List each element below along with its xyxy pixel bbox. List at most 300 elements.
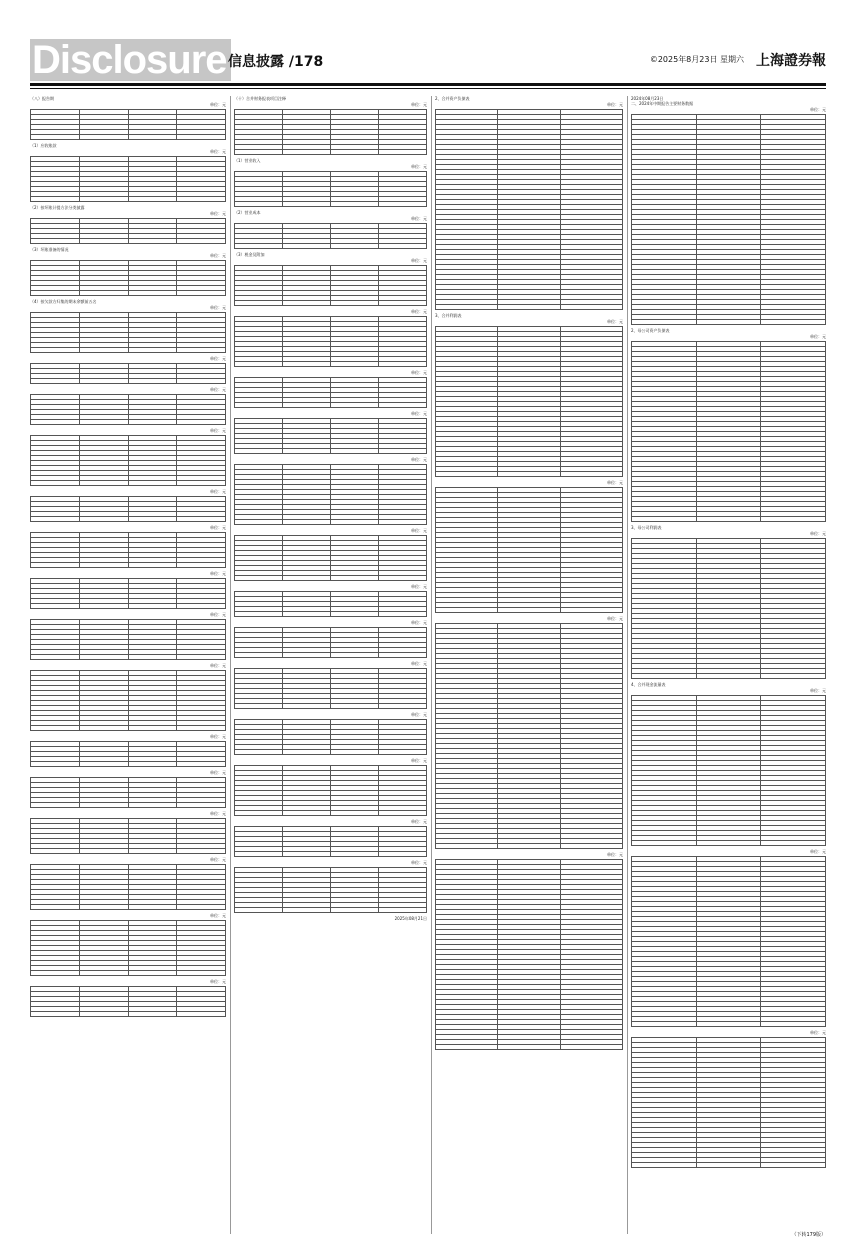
financial-table — [234, 591, 427, 617]
table-cell — [283, 908, 331, 913]
table-cell — [331, 301, 379, 306]
section-heading: （3）税金及附加 — [234, 252, 265, 257]
financial-table — [30, 260, 226, 296]
table-cell — [79, 655, 128, 660]
table-cell — [177, 604, 226, 609]
masthead — [30, 39, 826, 81]
unit-label: 单位：元 — [210, 571, 226, 576]
table-cell — [79, 239, 128, 244]
table-row — [31, 135, 226, 140]
column-divider — [627, 96, 628, 1234]
table-row — [235, 908, 427, 913]
table-row — [235, 362, 427, 367]
financial-table — [30, 496, 226, 522]
table-cell — [283, 750, 331, 755]
section-heading: （2）按坏账计提方法分类披露 — [30, 205, 85, 210]
column-1 — [30, 96, 226, 1234]
unit-label: 单位：元 — [210, 857, 226, 862]
table-row — [31, 726, 226, 731]
table-cell — [128, 348, 177, 353]
table-cell — [31, 726, 80, 731]
table-cell — [31, 563, 80, 568]
report-date: 2024年08月23日 — [631, 96, 664, 101]
table-cell — [283, 653, 331, 658]
table-row — [31, 762, 226, 767]
table-cell — [436, 844, 498, 849]
unit-label: 单位：元 — [810, 107, 826, 112]
table-row — [235, 704, 427, 709]
masthead-rule-thin — [30, 88, 826, 89]
table-cell — [128, 604, 177, 609]
table-row — [632, 1022, 826, 1027]
section-heading: 3、合并利润表 — [435, 313, 462, 318]
unit-label: 单位：元 — [210, 979, 226, 984]
financial-table — [234, 316, 427, 367]
section-heading: （十）合并财务报表项目注释 — [234, 96, 286, 101]
section-heading: 2、母公司资产负债表 — [631, 328, 670, 333]
table-row — [31, 604, 226, 609]
table-cell — [235, 750, 283, 755]
financial-table — [234, 826, 427, 857]
table-cell — [283, 202, 331, 207]
financial-table — [435, 859, 623, 1050]
table-cell — [31, 291, 80, 296]
table-row — [436, 1045, 623, 1050]
financial-table — [234, 627, 427, 658]
table-cell — [128, 905, 177, 910]
table-cell — [379, 362, 427, 367]
table-cell — [128, 726, 177, 731]
table-row — [436, 608, 623, 613]
financial-table — [631, 1037, 826, 1168]
table-cell — [283, 244, 331, 249]
table-cell — [632, 1022, 697, 1027]
table-row — [235, 403, 427, 408]
unit-label: 单位：元 — [810, 1030, 826, 1035]
financial-table — [631, 114, 826, 325]
table-cell — [331, 908, 379, 913]
table-cell — [31, 420, 80, 425]
table-cell — [283, 449, 331, 454]
unit-label: 单位：元 — [607, 102, 623, 107]
table-cell — [235, 852, 283, 857]
table-row — [632, 320, 826, 325]
financial-table — [30, 864, 226, 910]
financial-table — [30, 920, 226, 976]
table-cell — [31, 481, 80, 486]
table-cell — [177, 379, 226, 384]
table-cell — [79, 420, 128, 425]
unit-label: 单位：元 — [411, 411, 427, 416]
table-cell — [79, 803, 128, 808]
table-row — [235, 576, 427, 581]
table-cell — [331, 150, 379, 155]
table-row — [632, 841, 826, 846]
financial-table — [30, 218, 226, 244]
unit-label: 单位：元 — [210, 525, 226, 530]
unit-label: 单位：元 — [210, 387, 226, 392]
table-cell — [177, 803, 226, 808]
table-cell — [560, 472, 622, 477]
table-row — [31, 348, 226, 353]
table-cell — [177, 348, 226, 353]
section-heading: （1）应收账款 — [30, 143, 57, 148]
financial-table — [30, 578, 226, 609]
table-cell — [128, 239, 177, 244]
financial-table — [30, 986, 226, 1017]
table-cell — [31, 849, 80, 854]
table-cell — [498, 844, 560, 849]
financial-table — [234, 668, 427, 709]
unit-label: 单位：元 — [411, 457, 427, 462]
table-cell — [128, 971, 177, 976]
table-cell — [79, 726, 128, 731]
table-cell — [331, 449, 379, 454]
table-cell — [761, 674, 826, 679]
section-heading: （八）报告期 — [30, 96, 54, 101]
table-cell — [31, 239, 80, 244]
unit-label: 单位：元 — [411, 758, 427, 763]
table-cell — [498, 305, 560, 310]
continued-note: （下转179版） — [791, 1232, 826, 1238]
table-row — [235, 653, 427, 658]
financial-table — [234, 867, 427, 913]
unit-label: 单位：元 — [411, 819, 427, 824]
table-cell — [379, 403, 427, 408]
table-cell — [79, 135, 128, 140]
table-row — [235, 244, 427, 249]
unit-label: 单位：元 — [210, 770, 226, 775]
unit-label: 单位：元 — [411, 102, 427, 107]
table-cell — [177, 517, 226, 522]
table-cell — [560, 608, 622, 613]
table-cell — [177, 420, 226, 425]
table-cell — [235, 520, 283, 525]
table-cell — [379, 750, 427, 755]
table-cell — [761, 1022, 826, 1027]
financial-table — [435, 623, 623, 849]
table-cell — [128, 1012, 177, 1017]
unit-label: 单位：元 — [607, 480, 623, 485]
newspaper-name: 上海證券報 — [756, 53, 826, 69]
table-cell — [331, 612, 379, 617]
column-4 — [631, 96, 826, 1234]
table-cell — [177, 726, 226, 731]
financial-table — [234, 418, 427, 454]
financial-table — [234, 535, 427, 581]
table-cell — [283, 150, 331, 155]
financial-table — [435, 326, 623, 477]
unit-label: 单位：元 — [411, 216, 427, 221]
table-row — [235, 612, 427, 617]
financial-table — [234, 377, 427, 408]
unit-label: 单位：元 — [411, 620, 427, 625]
table-cell — [761, 1163, 826, 1168]
table-cell — [379, 704, 427, 709]
table-row — [632, 517, 826, 522]
disclosure-logo: Disclosure — [30, 39, 231, 81]
table-cell — [177, 291, 226, 296]
table-cell — [79, 1012, 128, 1017]
table-cell — [379, 811, 427, 816]
table-cell — [498, 472, 560, 477]
section-heading: （2）营业成本 — [234, 210, 261, 215]
financial-table — [234, 109, 427, 155]
financial-table — [234, 719, 427, 755]
table-cell — [128, 849, 177, 854]
unit-label: 单位：元 — [810, 334, 826, 339]
table-cell — [79, 291, 128, 296]
table-cell — [31, 517, 80, 522]
financial-table — [631, 341, 826, 522]
table-row — [31, 239, 226, 244]
table-row — [235, 852, 427, 857]
column-3 — [435, 96, 623, 1234]
section-heading: 2、合并资产负债表 — [435, 96, 470, 101]
financial-table — [234, 265, 427, 306]
table-cell — [436, 1045, 498, 1050]
table-cell — [128, 135, 177, 140]
table-cell — [379, 301, 427, 306]
table-cell — [761, 517, 826, 522]
financial-table — [234, 171, 427, 207]
section-heading: 3、母公司利润表 — [631, 525, 662, 530]
financial-table — [631, 538, 826, 679]
table-cell — [436, 608, 498, 613]
table-cell — [31, 803, 80, 808]
table-cell — [177, 655, 226, 660]
table-row — [31, 971, 226, 976]
table-cell — [331, 811, 379, 816]
unit-label: 单位：元 — [210, 149, 226, 154]
table-row — [31, 291, 226, 296]
table-row — [632, 1163, 826, 1168]
financial-table — [30, 619, 226, 660]
table-cell — [79, 348, 128, 353]
table-row — [436, 472, 623, 477]
unit-label: 单位：元 — [210, 102, 226, 107]
financial-table — [30, 156, 226, 202]
unit-label: 单位：元 — [210, 811, 226, 816]
table-row — [235, 301, 427, 306]
table-cell — [761, 320, 826, 325]
financial-table — [234, 223, 427, 249]
table-cell — [498, 1045, 560, 1050]
table-cell — [696, 1022, 761, 1027]
table-cell — [177, 239, 226, 244]
table-cell — [128, 655, 177, 660]
table-cell — [79, 905, 128, 910]
unit-label: 单位：元 — [210, 913, 226, 918]
table-cell — [283, 362, 331, 367]
table-row — [235, 202, 427, 207]
unit-label: 单位：元 — [411, 528, 427, 533]
table-row — [31, 803, 226, 808]
table-cell — [31, 348, 80, 353]
table-cell — [560, 305, 622, 310]
table-cell — [235, 150, 283, 155]
table-cell — [283, 704, 331, 709]
table-row — [632, 674, 826, 679]
table-cell — [331, 202, 379, 207]
financial-table — [435, 487, 623, 613]
section-heading: （4）按欠款方归集的期末余额前五名 — [30, 299, 97, 304]
table-cell — [128, 517, 177, 522]
table-cell — [235, 403, 283, 408]
table-cell — [79, 481, 128, 486]
table-row — [235, 750, 427, 755]
financial-table — [631, 695, 826, 846]
table-cell — [128, 563, 177, 568]
table-cell — [331, 520, 379, 525]
financial-table — [631, 856, 826, 1027]
section-title: 信息披露 /178 — [228, 54, 324, 70]
financial-table — [30, 109, 226, 140]
table-cell — [79, 762, 128, 767]
table-cell — [331, 403, 379, 408]
unit-label: 单位：元 — [210, 253, 226, 258]
table-cell — [128, 762, 177, 767]
table-cell — [283, 852, 331, 857]
table-cell — [128, 420, 177, 425]
table-cell — [31, 905, 80, 910]
section-heading: 二、2024年中期报告主要财务数据 — [631, 101, 694, 106]
unit-label: 单位：元 — [210, 734, 226, 739]
table-cell — [331, 852, 379, 857]
table-cell — [235, 612, 283, 617]
table-cell — [79, 379, 128, 384]
financial-table — [30, 394, 226, 425]
table-cell — [283, 612, 331, 617]
table-cell — [235, 704, 283, 709]
table-cell — [235, 908, 283, 913]
table-cell — [283, 403, 331, 408]
table-cell — [128, 291, 177, 296]
table-cell — [696, 517, 761, 522]
column-divider — [230, 96, 231, 1234]
financial-table — [30, 312, 226, 353]
table-cell — [331, 750, 379, 755]
table-cell — [331, 362, 379, 367]
table-cell — [696, 1163, 761, 1168]
table-cell — [79, 971, 128, 976]
table-row — [31, 563, 226, 568]
table-cell — [128, 803, 177, 808]
table-cell — [696, 674, 761, 679]
table-row — [31, 517, 226, 522]
unit-label: 单位：元 — [411, 164, 427, 169]
table-cell — [560, 1045, 622, 1050]
unit-label: 单位：元 — [607, 319, 623, 324]
table-cell — [79, 563, 128, 568]
unit-label: 单位：元 — [810, 688, 826, 693]
table-row — [31, 420, 226, 425]
table-cell — [379, 520, 427, 525]
unit-label: 单位：元 — [607, 852, 623, 857]
table-cell — [235, 244, 283, 249]
table-cell — [696, 320, 761, 325]
table-cell — [560, 844, 622, 849]
unit-label: 单位：元 — [210, 489, 226, 494]
table-cell — [379, 653, 427, 658]
table-cell — [177, 971, 226, 976]
unit-label: 单位：元 — [210, 356, 226, 361]
table-cell — [436, 305, 498, 310]
table-cell — [632, 320, 697, 325]
table-cell — [79, 517, 128, 522]
table-row — [235, 520, 427, 525]
table-row — [436, 844, 623, 849]
table-cell — [79, 604, 128, 609]
financial-table — [30, 670, 226, 731]
table-cell — [128, 379, 177, 384]
financial-table — [30, 777, 226, 808]
table-cell — [331, 576, 379, 581]
unit-label: 单位：元 — [411, 309, 427, 314]
table-row — [31, 655, 226, 660]
section-heading: （3）坏账准备的情况 — [30, 247, 69, 252]
section-heading: 4、合并现金流量表 — [631, 682, 666, 687]
table-cell — [31, 1012, 80, 1017]
unit-label: 单位：元 — [210, 663, 226, 668]
table-cell — [379, 449, 427, 454]
unit-label: 单位：元 — [210, 428, 226, 433]
table-cell — [177, 905, 226, 910]
table-cell — [235, 202, 283, 207]
table-cell — [31, 135, 80, 140]
issue-date: ©2025年8月23日 星期六 — [649, 55, 744, 64]
masthead-rule-thick — [30, 83, 826, 86]
unit-label: 单位：元 — [411, 712, 427, 717]
table-cell — [283, 301, 331, 306]
section-heading: （1）营业收入 — [234, 158, 261, 163]
column-2 — [234, 96, 427, 1234]
table-cell — [235, 301, 283, 306]
table-cell — [632, 841, 697, 846]
table-cell — [128, 197, 177, 202]
table-row — [235, 811, 427, 816]
financial-table — [234, 464, 427, 525]
column-divider — [431, 96, 432, 1234]
unit-label: 单位：元 — [210, 305, 226, 310]
table-cell — [177, 849, 226, 854]
table-cell — [331, 653, 379, 658]
table-cell — [632, 674, 697, 679]
table-cell — [379, 576, 427, 581]
signing-date: 2025年08月21日 — [394, 916, 427, 921]
table-cell — [31, 971, 80, 976]
table-row — [31, 197, 226, 202]
table-cell — [235, 811, 283, 816]
financial-table — [30, 532, 226, 568]
table-cell — [498, 608, 560, 613]
table-cell — [331, 704, 379, 709]
financial-table — [234, 765, 427, 816]
table-cell — [31, 762, 80, 767]
table-cell — [331, 244, 379, 249]
table-cell — [177, 1012, 226, 1017]
unit-label: 单位：元 — [411, 584, 427, 589]
table-row — [31, 379, 226, 384]
table-cell — [177, 563, 226, 568]
unit-label: 单位：元 — [411, 860, 427, 865]
financial-table — [30, 363, 226, 384]
unit-label: 单位：元 — [210, 211, 226, 216]
table-cell — [436, 472, 498, 477]
table-cell — [79, 849, 128, 854]
table-cell — [177, 481, 226, 486]
table-cell — [379, 150, 427, 155]
